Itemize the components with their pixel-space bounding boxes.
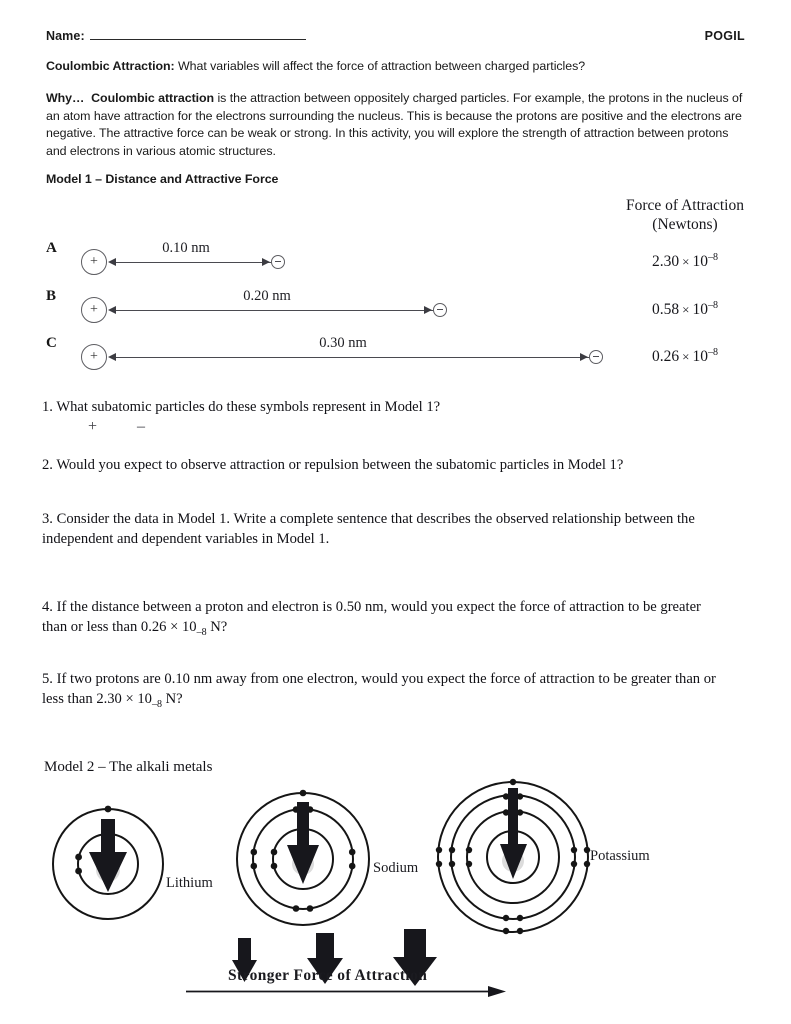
arrow-right-b [424,306,432,314]
lithium-attraction-arrow [89,819,127,892]
proton-a: + [81,249,107,275]
distance-label-a: 0.10 nm [162,240,210,256]
name-field-group [46,28,306,43]
question-4-exponent: –8 [196,626,207,638]
activity-title-question: What variables will affect the force of attraction between charged particles? [174,59,586,73]
force-direction-arrow [186,986,506,997]
row-letter-b: B [46,288,57,304]
row-letter-a: A [46,240,57,256]
stronger-force-arrow-strip [0,920,791,1000]
why-body-text: is the attraction between oppositely charged particles. For example, the protons in the nucleus of an atom have attraction for the electrons surrounding the nucleus. This is because the protons are positive and the electrons are negative. The attractive force can be weak or strong. In this activity, you will explore the strength of attraction between protons and electrons in various atomic structures. [46,91,743,158]
force-times-b: × [682,302,690,318]
activity-title [46,58,749,76]
force-column-header [590,196,780,234]
arrow-right-c [580,353,588,361]
distance-line-a [111,262,277,263]
force-mantissa-c: 0.26 [652,348,680,366]
question-1-symbols: + – [88,418,164,435]
coulombic-attraction-term: Coulombic attraction [91,91,215,105]
force-base-c: 10 [692,348,708,366]
pogil-logo-text: POGIL [704,29,745,43]
electron-a [271,255,285,269]
model-1-diagram [0,196,791,386]
force-exponent-a: –8 [707,252,718,263]
row-letter-c: C [46,335,57,351]
arrow-left-c [108,353,116,361]
distance-line-c [111,357,594,358]
force-base-a: 10 [692,253,708,271]
question-4-text-a: 4. If the distance between a proton and electron is 0.50 nm, would you expect the force of attraction to be greater than or less than 0.26 × 10 [42,599,701,635]
distance-label-c: 0.30 nm [319,335,367,351]
force-value-a [590,252,780,271]
page-header [46,28,745,48]
force-exponent-c: –8 [707,347,718,358]
potassium-atom-diagram [434,778,592,936]
sodium-atom-diagram [232,788,374,930]
question-2: 2. Would you expect to observe attraction or repulsion between the subatomic particles in Model 1? [42,457,624,473]
arrow-right-a [262,258,270,266]
force-value-c [590,347,780,366]
why-label: Why… [46,91,85,105]
force-exponent-b: –8 [707,300,718,311]
question-3: 3. Consider the data in Model 1. Write a complete sentence that describes the observed relationship between the independent and dependent variables in Model 1. [42,511,695,547]
why-paragraph [46,90,749,160]
question-5-text-a: 5. If two protons are 0.10 nm away from one electron, would you expect the force of attraction to be greater than or less than 2.30 × 10 [42,671,716,707]
question-5-exponent: –8 [151,698,162,710]
distance-label-b: 0.20 nm [243,288,291,304]
arrow-left-a [108,258,116,266]
sodium-label: Sodium [373,860,419,876]
model-2-heading: Model 2 – The alkali metals [44,759,213,775]
name-input-line[interactable] [90,28,306,40]
question-5 [42,670,729,714]
force-mantissa-b: 0.58 [652,301,680,319]
name-label: Name: [46,29,85,43]
force-times-c: × [682,349,690,365]
lithium-label: Lithium [166,875,213,891]
question-4-text-b: N? [206,618,228,635]
model-1-heading: Model 1 – Distance and Attractive Force [46,172,279,186]
proton-c: + [81,344,107,370]
proton-b: + [81,297,107,323]
electron-b [433,303,447,317]
question-4 [42,598,713,642]
stronger-force-label: Stronger Force of Attraction [228,967,428,984]
force-times-a: × [682,254,690,270]
arrow-left-b [108,306,116,314]
question-1: 1. What subatomic particles do these symbols represent in Model 1? [42,399,441,415]
potassium-label: Potassium [590,848,650,864]
force-mantissa-a: 2.30 [652,253,680,271]
distance-line-b [111,310,439,311]
question-5-text-b: N? [161,690,183,707]
force-value-b [590,300,780,319]
activity-title-bold: Coulombic Attraction: [46,59,175,73]
force-header-line-1: Force of Attraction [626,197,744,214]
force-base-b: 10 [692,301,708,319]
lithium-atom-diagram [44,800,172,928]
force-header-line-2: (Newtons) [652,216,718,233]
sodium-attraction-arrow [287,802,319,884]
